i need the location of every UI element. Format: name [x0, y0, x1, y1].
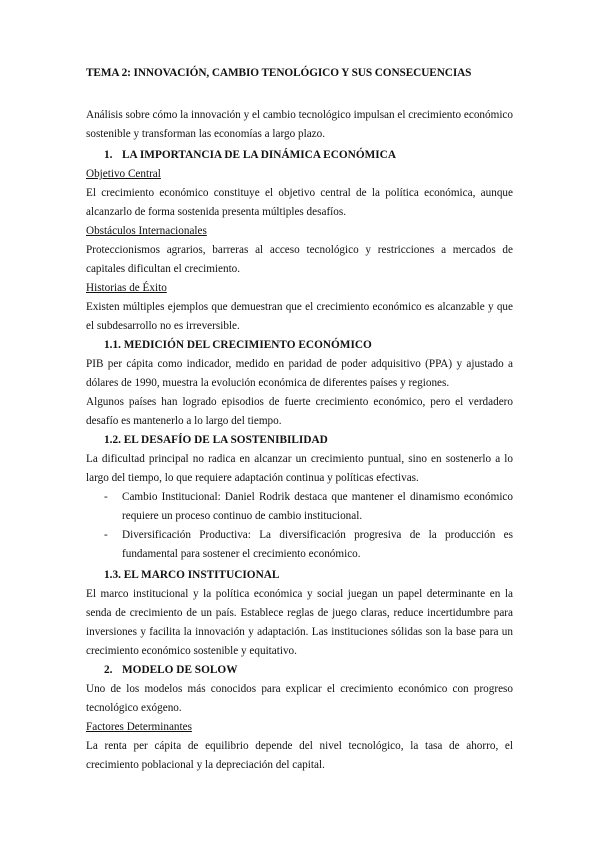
section-2-title: MODELO DE SOLOW: [122, 664, 238, 676]
list-item-text: Diversificación Productiva: La diversificación progresiva de la producción es fundamental para sostener el crecimiento económico.: [122, 529, 513, 560]
section-1-2-heading: 1.2. EL DESAFÍO DE LA SOSTENIBILIDAD: [104, 434, 328, 446]
section-1-number: 1.: [104, 149, 113, 161]
paragraph-sostenibilidad: La dificultad principal no radica en alcanzar un crecimiento puntual, sino en sostenerlo a lo largo del tiempo, lo que requiere adaptación continua y políticas efectivas.: [86, 453, 513, 484]
section-1-1-heading: 1.1. MEDICIÓN DEL CRECIMIENTO ECONÓMICO: [104, 339, 372, 351]
paragraph-medicion-2: Algunos países han logrado episodios de fuerte crecimiento económico, pero el verdadero desafío es mantenerlo a lo largo del tiempo.: [86, 396, 513, 427]
section-1-3-heading: 1.3. EL MARCO INSTITUCIONAL: [104, 569, 280, 581]
sostenibilidad-bullet-list: [86, 488, 513, 564]
bullet-dash: -: [104, 529, 108, 541]
paragraph-obstaculos: Proteccionismos agrarios, barreras al acceso tecnológico y restricciones a mercados de capitales dificultan el crecimiento.: [86, 244, 513, 275]
paragraph-historias: Existen múltiples ejemplos que demuestran que el crecimiento económico es alcanzable y que el subdesarrollo no es irreversible.: [86, 301, 513, 332]
subheading-factores: Factores Determinantes: [86, 721, 192, 733]
section-1-title: LA IMPORTANCIA DE LA DINÁMICA ECONÓMICA: [122, 149, 396, 161]
paragraph-objetivo: El crecimiento económico constituye el objetivo central de la política económica, aunque alcanzarlo de forma sostenida presenta múltiples desafíos.: [86, 187, 513, 218]
list-item: [86, 526, 513, 564]
subheading-historias: Historias de Éxito: [86, 282, 167, 294]
list-item-text: Cambio Institucional: Daniel Rodrik destaca que mantener el dinamismo económico requiere un proceso continuo de cambio institucional.: [122, 491, 513, 522]
intro-paragraph: Análisis sobre cómo la innovación y el cambio tecnológico impulsan el crecimiento económico sostenible y transforman las economías a largo plazo.: [86, 109, 513, 140]
section-1-heading: [86, 146, 513, 165]
paragraph-medicion-1: PIB per cápita como indicador, medido en paridad de poder adquisitivo (PPA) y ajustado a dólares de 1990, muestra la evolución económica de diferentes países y regiones.: [86, 358, 513, 389]
list-item: [86, 488, 513, 526]
document-title: TEMA 2: INNOVACIÓN, CAMBIO TENOLÓGICO Y SUS CONSECUENCIAS: [86, 67, 472, 79]
section-2-heading: [86, 661, 513, 680]
section-2-number: 2.: [104, 664, 113, 676]
bullet-dash: -: [104, 491, 108, 503]
paragraph-marco-institucional: El marco institucional y la política económica y social juegan un papel determinante en la senda de crecimiento de un país. Establece reglas de juego claras, reduce incertidumbre para inversiones y facilita la innovación y adaptación. Las instituciones sólidas son la base para un crecimiento económico sostenible y equitativo.: [86, 588, 513, 657]
paragraph-solow: Uno de los modelos más conocidos para explicar el crecimiento económico con progreso tecnológico exógeno.: [86, 683, 513, 714]
paragraph-factores: La renta per cápita de equilibrio depende del nivel tecnológico, la tasa de ahorro, el crecimiento poblacional y la depreciación del capital.: [86, 740, 513, 771]
subheading-objetivo: Objetivo Central: [86, 168, 161, 180]
subheading-obstaculos: Obstáculos Internacionales: [86, 225, 207, 237]
